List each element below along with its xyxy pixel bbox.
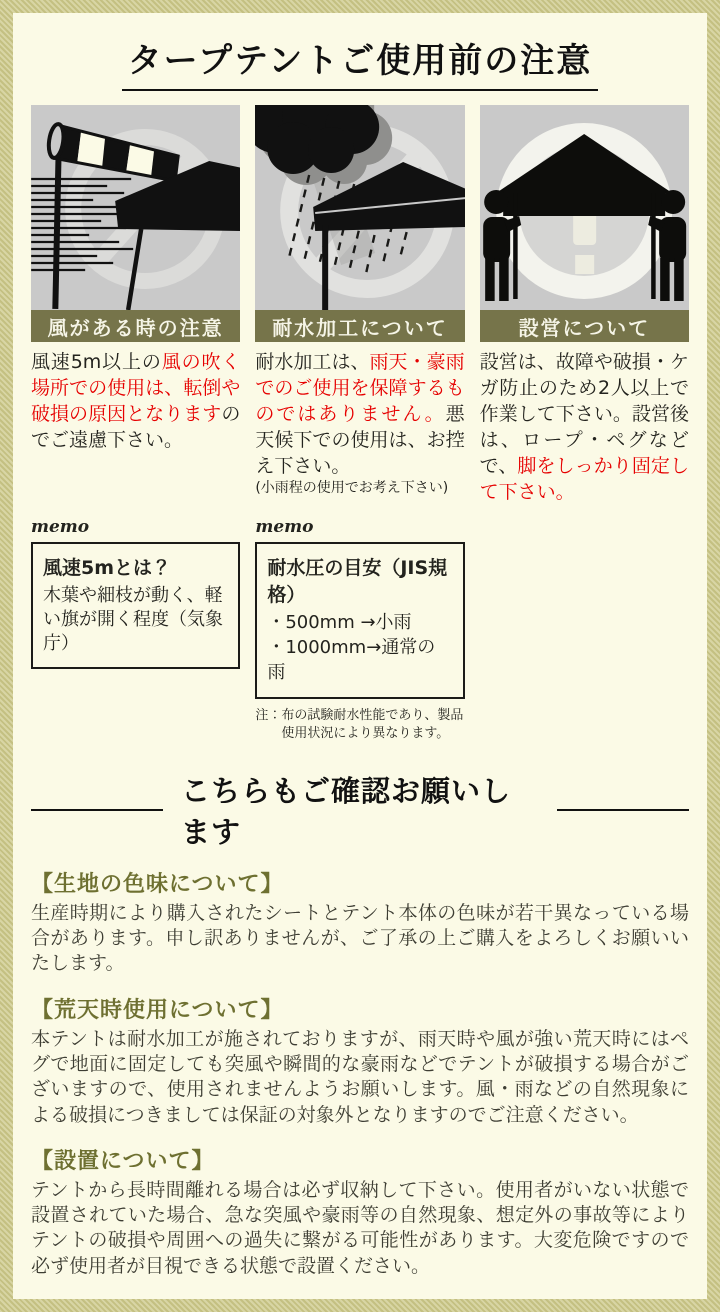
memo-title: 耐水圧の目安（JIS規格） (267, 557, 448, 607)
section-body: 生産時期により購入されたシートとテント本体の色味が若干異なっている場合があります。申し訳ありませんが、ご了承の上ご購入をよろしくお願いいたします。 (31, 901, 689, 975)
no-use-in-wind-icon (31, 105, 240, 310)
memo-title: 風速5mとは？ (43, 557, 172, 580)
caution-card (13, 13, 707, 1299)
caption-rain: 耐水加工について (255, 310, 464, 342)
memo-waterproof (255, 517, 464, 743)
section-heading: 【荒天時使用について】 (31, 997, 284, 1023)
memo-label: memo (31, 517, 90, 538)
section-heading: 【生地の色味について】 (31, 871, 284, 897)
page-title: タープテントご使用前の注意 (122, 33, 599, 91)
title-block (31, 33, 689, 91)
no-use-in-rain-icon (255, 105, 464, 310)
caption-setup: 設営について (480, 310, 689, 342)
rain-warning-note: (小雨程の使用でお考え下さい) (255, 480, 449, 497)
panel-wind (31, 105, 240, 505)
memo-box-water-pressure (255, 542, 464, 698)
panel-rain (255, 105, 464, 505)
section-placement (31, 1144, 689, 1279)
section-stormy-weather (31, 993, 689, 1128)
memo-label: memo (255, 517, 314, 538)
section-body: テントから長時間離れる場合は必ず収納して下さい。使用者がいない状態で設置されていた場合、急な突風や豪雨等の自然現象、想定外の事故等によりテントの破損や周囲への過失に繋がる可能性があります。大変危険ですので必ず使用者が目視できる状態で設置ください。 (31, 1178, 689, 1277)
wind-warning-text: 風速5m以上の風の吹く場所での使用は、転倒や破損の原因となりますのでご遠慮下さい。 (31, 351, 241, 452)
rain-warning-text: 耐水加工は、雨天・豪雨でのご使用を保障するものではありません。悪天候下での使用は、お控え下さい。 (255, 351, 465, 478)
memo-box-wind-speed (31, 542, 240, 669)
memo-line: ・1000mm→通常の雨 (267, 636, 436, 683)
memo-empty-column (480, 517, 689, 743)
divider-line-right (557, 809, 689, 811)
setup-illustration (480, 105, 689, 310)
rain-warning-illustration (255, 105, 464, 310)
section-body: 本テントは耐水加工が施されておりますが、雨天時や風が強い荒天時にはペグで地面に固定しても突風や瞬間的な豪雨などでテントが破損する場合がございますので、使用されませんようお願いします。風・雨などの自然現象による破損につきましては保証の対象外となりますのでご注意ください。 (31, 1027, 689, 1126)
memo-row (31, 517, 689, 743)
section-heading: 【設置について】 (31, 1148, 215, 1174)
memo-line: ・500mm →小雨 (267, 612, 412, 634)
memo-body: 木葉や細枝が動く、軽い旗が開く程度（気象庁） (43, 585, 223, 654)
divider-line-left (31, 809, 163, 811)
memo-footnote: 注：布の試験耐水性能であり、製品使用状況により異なります。 (255, 707, 464, 741)
two-person-setup-icon (480, 105, 689, 310)
confirm-heading: こちらもご確認お願いします (181, 773, 512, 849)
setup-warning-text: 設営は、故障や破損・ケガ防止のため2人以上で作業して下さい。設営後は、ロープ・ペグなどで、脚をしっかり固定して下さい。 (479, 351, 689, 504)
caption-wind: 風がある時の注意 (31, 310, 240, 342)
memo-wind (31, 517, 240, 743)
wind-warning-illustration (31, 105, 240, 310)
panel-row (31, 105, 689, 505)
section-fabric-color (31, 867, 689, 977)
confirm-divider (31, 769, 689, 851)
panel-setup (480, 105, 689, 505)
